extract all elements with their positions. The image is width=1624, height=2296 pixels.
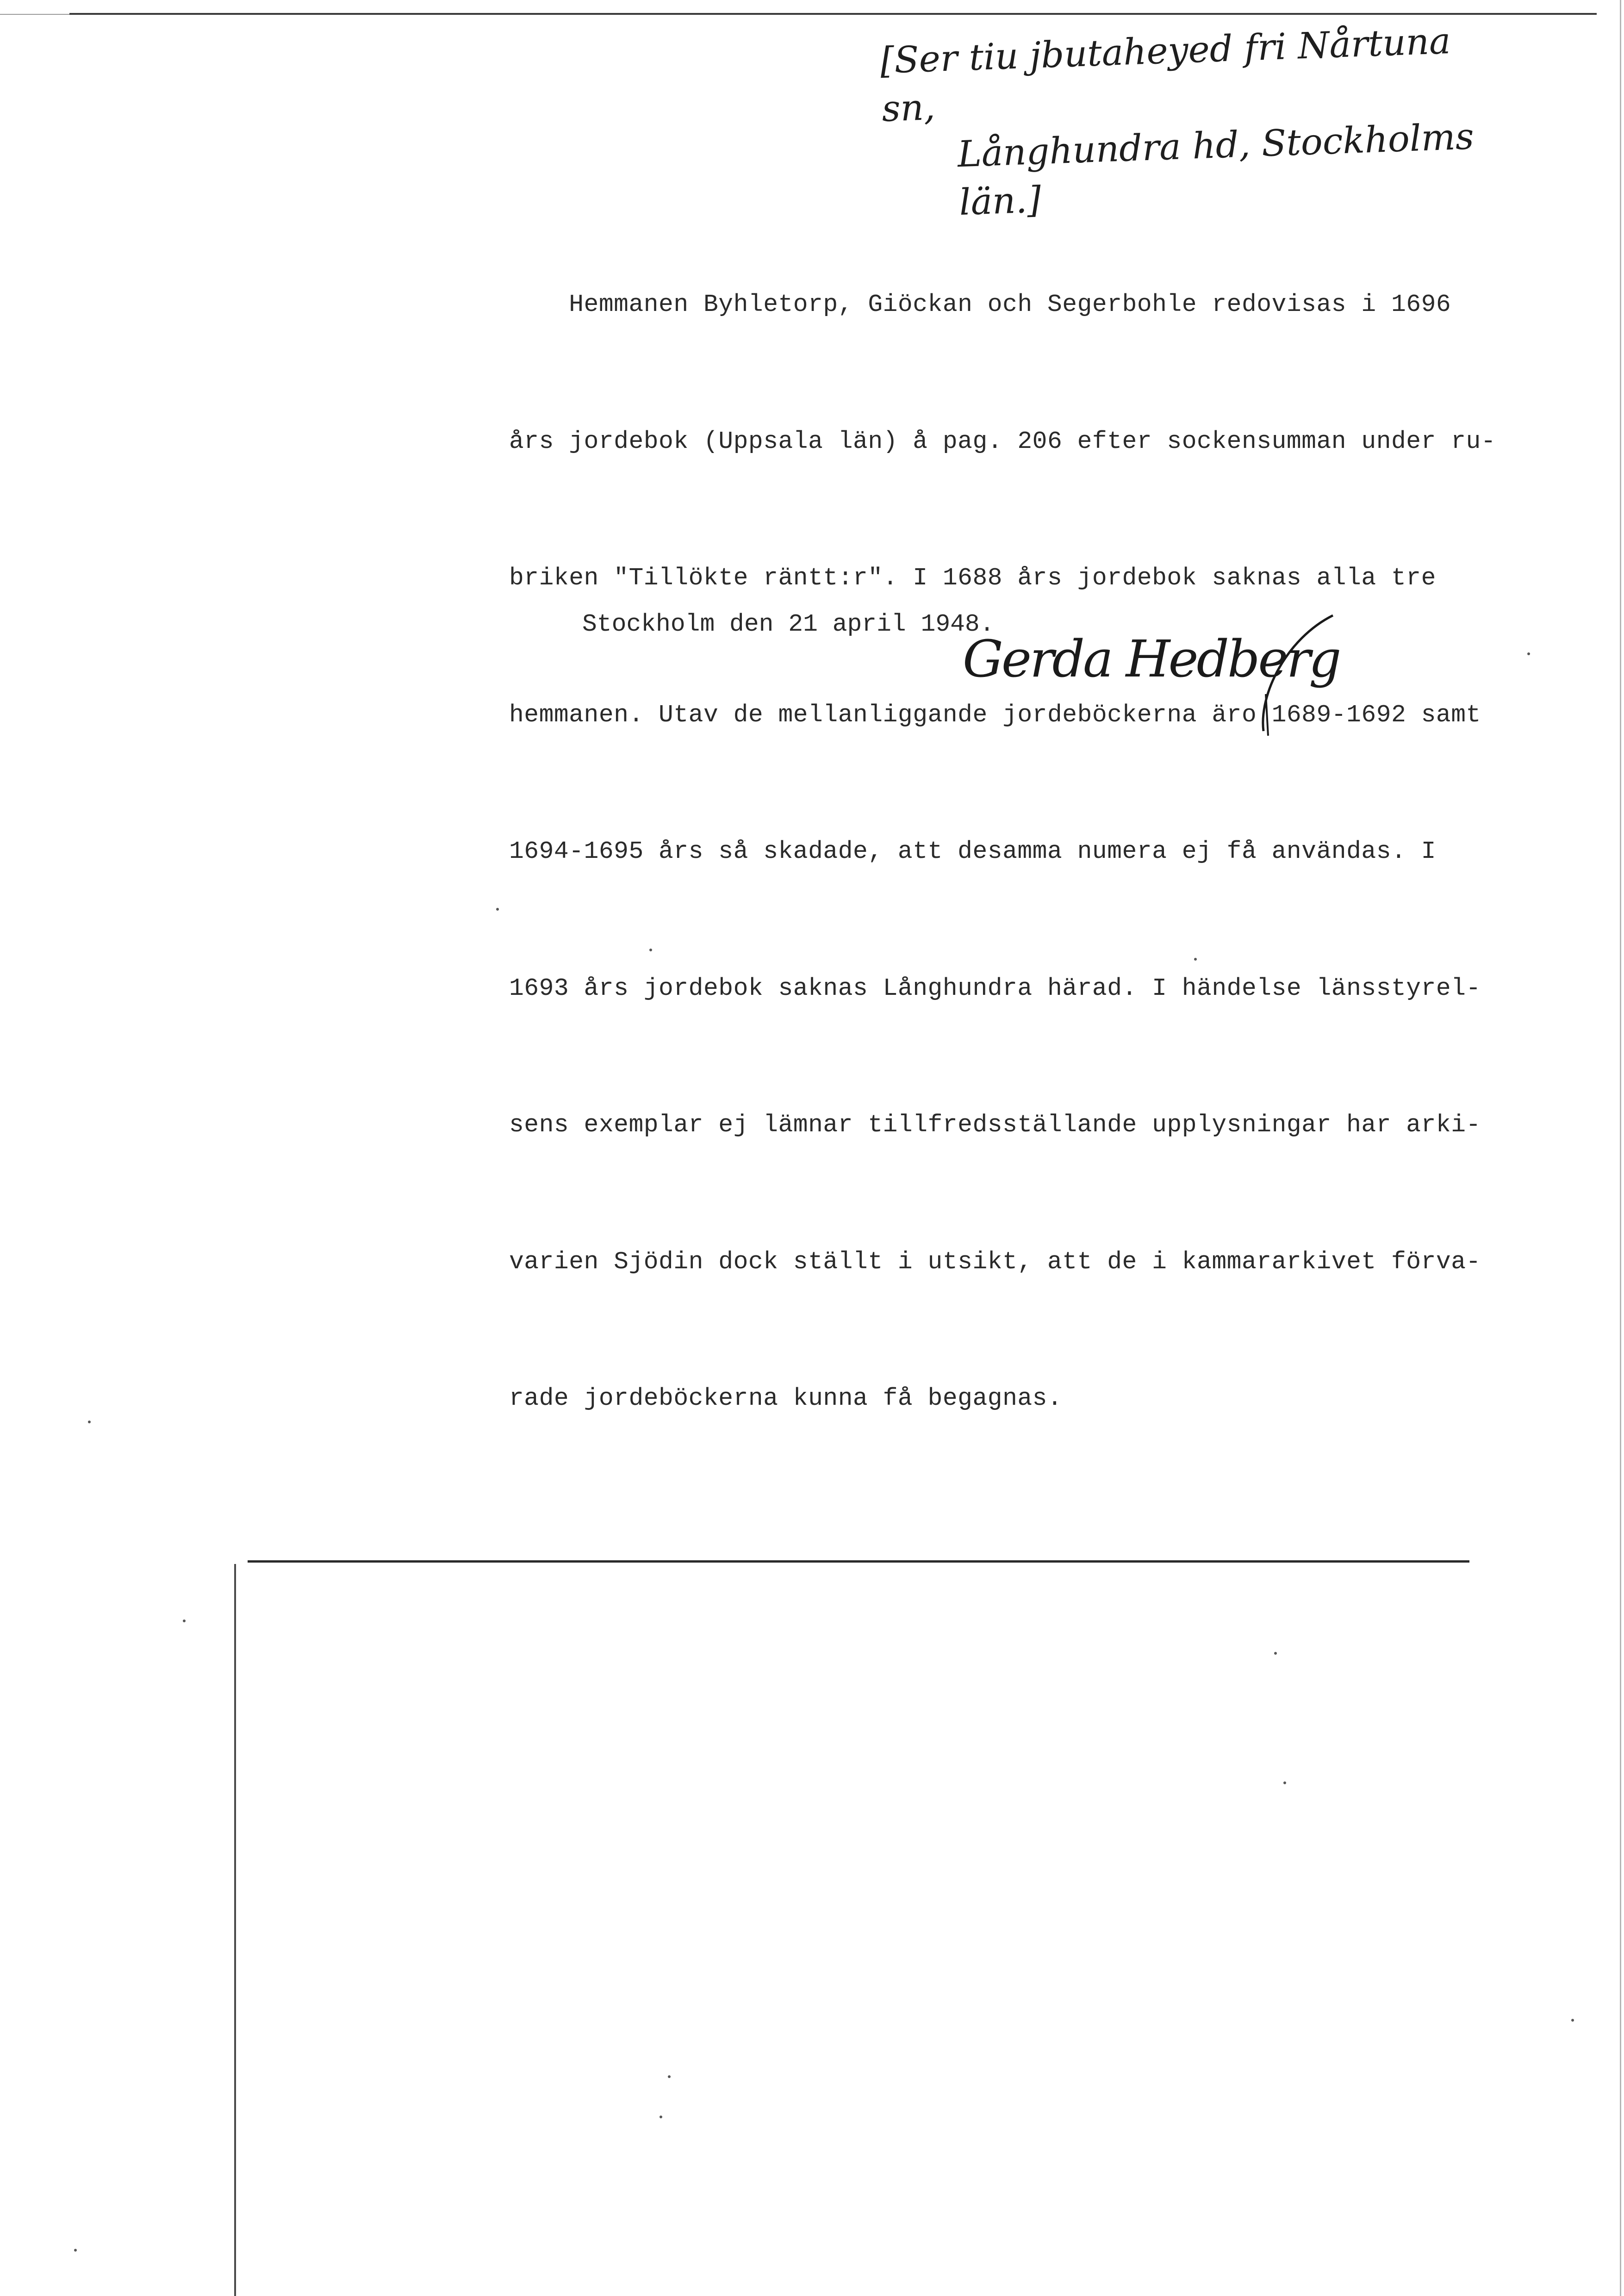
dateline: Stockholm den 21 april 1948. [582,610,995,638]
body-line: briken "Tillökte räntt:r". I 1688 års jordebok saknas alla tre [509,564,1436,592]
speck [74,2249,77,2252]
speck [88,1421,91,1423]
body-line: Hemmanen Byhletorp, Giöckan och Segerbohle redovisas i 1696 [509,291,1451,318]
handwritten-note-line-1: [Ser tiu jbutaheyed fri Nårtuna sn, [879,20,1451,130]
body-line: sens exemplar ej lämnar tillfredsställande upplysningar har arki- [509,1111,1481,1139]
speck [668,2075,671,2078]
handwritten-note-line-2: Långhundra hd, Stockholms län.] [957,116,1475,224]
signature [963,602,1356,750]
scan-edge-right [1620,0,1621,2296]
speck [1274,1652,1277,1655]
speck [496,908,499,911]
speck [1571,2019,1574,2022]
body-line: rade jordeböckerna kunna få begagnas. [509,1384,1063,1412]
speck [1283,1781,1286,1784]
scan-edge-top-faint [0,14,69,15]
scan-edge-top [69,13,1597,15]
signature-text: Gerda Hedberg [963,629,1340,689]
scan-edge-left [234,1564,236,2296]
body-line: hemmanen. Utav de mellanliggande jordeböckerna äro 1689-1692 samt [509,701,1481,729]
speck [660,2116,662,2118]
speck [1194,958,1197,961]
speck [1527,652,1530,655]
horizontal-rule [248,1560,1469,1563]
speck [183,1620,186,1622]
body-paragraph [509,191,1496,1513]
speck [649,949,652,951]
body-line: varien Sjödin dock ställt i utsikt, att de i kammararkivet förva- [509,1247,1481,1276]
body-line: 1694-1695 års så skadade, att desamma numera ej få användas. I [509,838,1436,865]
body-line: 1693 års jordebok saknas Långhundra härad. I händelse länsstyrel- [509,974,1481,1002]
body-line: års jordebok (Uppsala län) å pag. 206 efter sockensumman under ru- [509,427,1496,455]
